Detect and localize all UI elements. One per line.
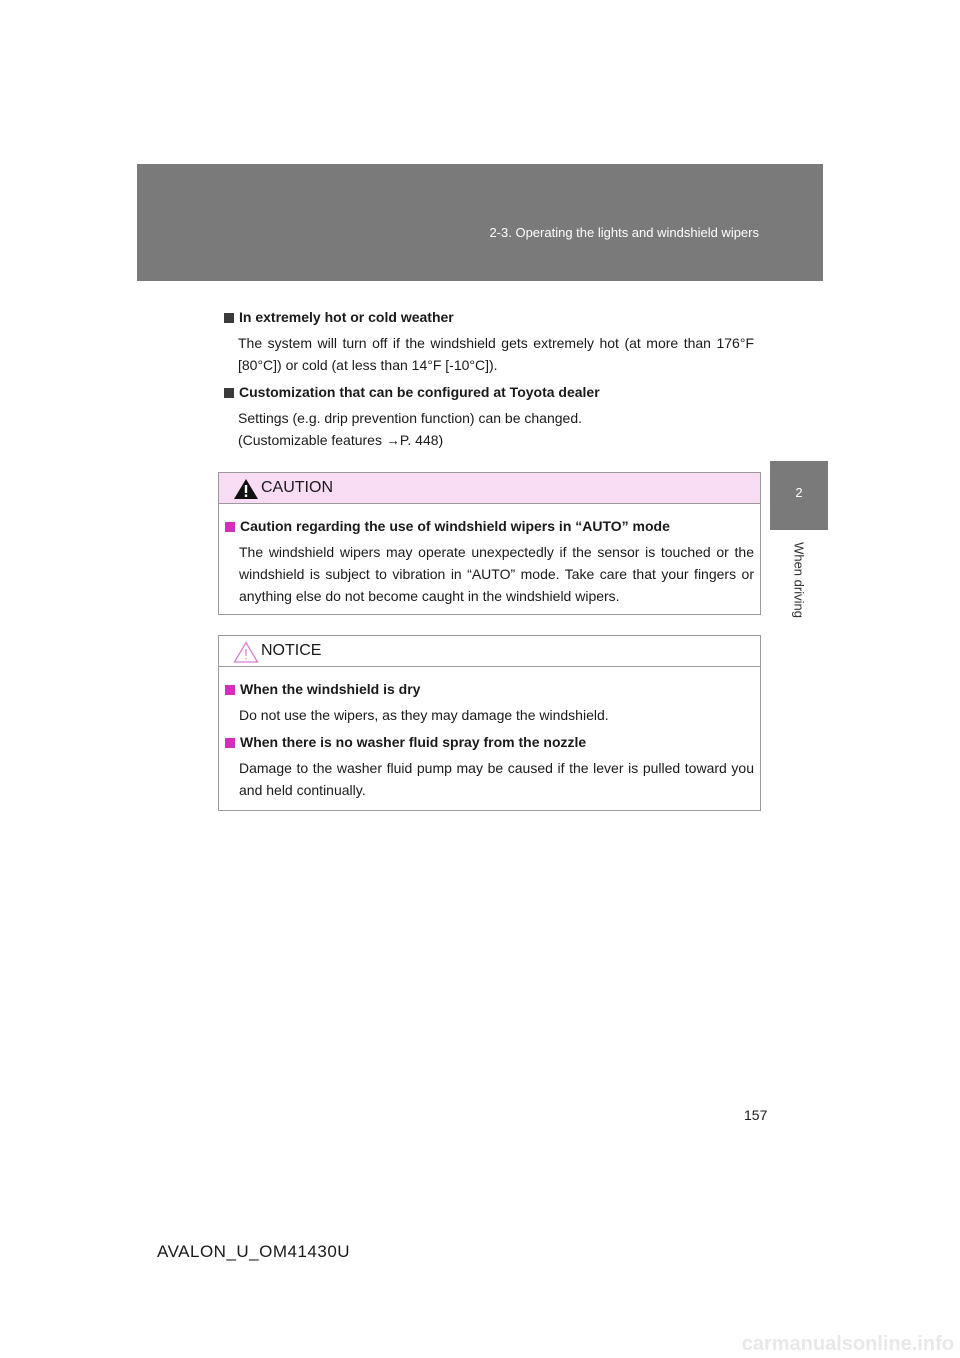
chapter-tab	[770, 461, 828, 530]
notice-box	[218, 635, 761, 811]
section-text: The system will turn off if the windshield gets extremely hot (at more than 176°F [80°C]) or cold (at less than 14°F [-10°C]).	[238, 335, 754, 373]
notice-item-text: Damage to the washer fluid pump may be caused if the lever is pulled toward you and held continually.	[239, 760, 754, 798]
notice-header	[219, 636, 760, 667]
warning-outline-icon	[233, 641, 259, 663]
notice-item-title: When the windshield is dry	[240, 681, 421, 697]
caution-item-title: Caution regarding the use of windshield wipers in “AUTO” mode	[240, 518, 670, 534]
section-text: Settings (e.g. drip prevention function) can be changed.	[238, 410, 582, 426]
main-content	[224, 307, 754, 451]
warning-filled-icon	[233, 478, 259, 500]
page-number: 157	[744, 1107, 768, 1123]
caution-header	[219, 473, 760, 504]
square-bullet-icon	[225, 522, 235, 532]
section-title: 2-3. Operating the lights and windshield wipers	[489, 225, 759, 240]
square-bullet-icon	[224, 388, 234, 398]
notice-item-title: When there is no washer fluid spray from the nozzle	[240, 734, 587, 750]
section-heading: In extremely hot or cold weather	[239, 309, 454, 325]
info-section	[224, 307, 754, 376]
section-text: (Customizable features →P. 448)	[238, 432, 444, 448]
caution-title: CAUTION	[261, 479, 333, 496]
chapter-label: When driving	[791, 542, 807, 618]
info-section	[224, 382, 754, 451]
header-band	[137, 164, 823, 281]
caution-box	[218, 472, 761, 615]
notice-title: NOTICE	[261, 642, 322, 659]
document-code: AVALON_U_OM41430U	[157, 1242, 351, 1261]
square-bullet-icon	[225, 685, 235, 695]
notice-item-text: Do not use the wipers, as they may damage the windshield.	[239, 707, 609, 723]
chapter-number: 2	[795, 485, 803, 500]
watermark: carmanualsonline.info	[741, 1333, 954, 1355]
caution-item-text: The windshield wipers may operate unexpectedly if the sensor is touched or the windshield is subject to vibration in “AUTO” mode. Take care that your fingers or anything else do not become caught in the windshield wipers.	[239, 544, 754, 604]
section-heading: Customization that can be configured at Toyota dealer	[239, 384, 600, 400]
square-bullet-icon	[225, 738, 235, 748]
square-bullet-icon	[224, 313, 234, 323]
